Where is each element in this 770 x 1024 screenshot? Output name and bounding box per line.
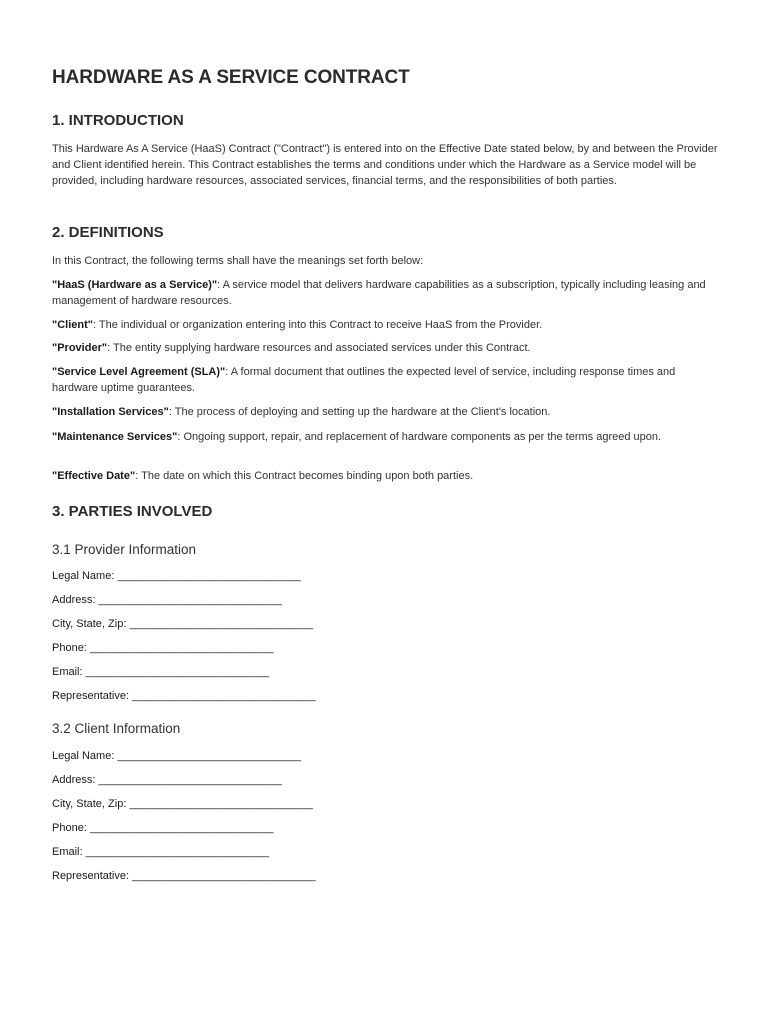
definition-item <box>52 277 720 309</box>
definition-item <box>52 317 720 333</box>
definition-term: "Client" <box>52 319 93 331</box>
definition-item <box>52 340 720 356</box>
provider-representative-field[interactable] <box>52 688 316 704</box>
definition-text: : A formal document that outlines the expected level of service, including response times and hardware uptime guarantees. <box>52 366 676 394</box>
field-blank-line[interactable]: ______________________________ <box>129 798 313 810</box>
field-blank-line[interactable]: ______________________________ <box>85 666 270 678</box>
document-title: HARDWARE AS A SERVICE CONTRACT <box>52 67 410 88</box>
definition-term: "HaaS (Hardware as a Service)" <box>52 279 218 291</box>
field-label: Phone: <box>52 642 87 654</box>
section-heading-definitions: 2. DEFINITIONS <box>52 224 164 241</box>
client-info-heading: 3.2 Client Information <box>52 721 181 736</box>
definition-item <box>52 429 720 445</box>
field-blank-line[interactable]: ______________________________ <box>117 570 301 582</box>
introduction-paragraph: This Hardware As A Service (HaaS) Contract ("Contract") is entered into on the Effective Date stated below, by and between the Provider and Client identified herein. This Contract establishes the terms and conditions under which the Hardware as a Service model will be provided, including hardware resources, associated services, financial terms, and the responsibilities of both parties. <box>52 143 718 187</box>
client-legal-name-field[interactable] <box>52 748 301 764</box>
definition-term: "Effective Date" <box>52 470 136 482</box>
client-email-field[interactable] <box>52 844 269 860</box>
definition-text: : The individual or organization entering into this Contract to receive HaaS from the Provider. <box>93 319 543 331</box>
provider-city-state-zip-field[interactable] <box>52 616 313 632</box>
definition-item <box>52 404 720 420</box>
section-heading-introduction: 1. INTRODUCTION <box>52 112 184 129</box>
field-label: Email: <box>52 846 83 858</box>
field-label: Email: <box>52 666 83 678</box>
definition-item <box>52 364 720 396</box>
field-blank-line[interactable]: ______________________________ <box>85 846 270 858</box>
definition-term: "Maintenance Services" <box>52 431 178 443</box>
field-blank-line[interactable]: ______________________________ <box>89 822 274 834</box>
field-blank-line[interactable]: ______________________________ <box>89 642 274 654</box>
field-label: Address: <box>52 774 96 786</box>
client-address-field[interactable] <box>52 772 282 788</box>
client-representative-field[interactable] <box>52 868 316 884</box>
definition-text: : Ongoing support, repair, and replacement of hardware components as per the terms agreed upon. <box>177 431 662 443</box>
provider-legal-name-field[interactable] <box>52 568 301 584</box>
definition-item <box>52 468 720 484</box>
definition-term: "Service Level Agreement (SLA)" <box>52 366 226 378</box>
client-phone-field[interactable] <box>52 820 273 836</box>
provider-address-field[interactable] <box>52 592 282 608</box>
provider-info-heading: 3.1 Provider Information <box>52 542 197 557</box>
provider-email-field[interactable] <box>52 664 269 680</box>
section-heading-parties: 3. PARTIES INVOLVED <box>52 503 213 520</box>
field-label: Address: <box>52 594 96 606</box>
field-label: Representative: <box>52 870 130 882</box>
field-label: Representative: <box>52 690 130 702</box>
field-label: Phone: <box>52 822 87 834</box>
definition-text: : The date on which this Contract becomes binding upon both parties. <box>135 470 474 482</box>
provider-phone-field[interactable] <box>52 640 273 656</box>
field-label: Legal Name: <box>52 570 115 582</box>
definitions-lead: In this Contract, the following terms shall have the meanings set forth below: <box>52 255 424 267</box>
definition-text: : The process of deploying and setting up the hardware at the Client's location. <box>168 406 551 418</box>
client-city-state-zip-field[interactable] <box>52 796 313 812</box>
field-blank-line[interactable]: ______________________________ <box>98 594 283 606</box>
field-label: City, State, Zip: <box>52 618 127 630</box>
definition-text: : The entity supplying hardware resources and associated services under this Contract. <box>107 342 531 354</box>
field-blank-line[interactable]: ______________________________ <box>117 750 301 762</box>
field-label: City, State, Zip: <box>52 798 127 810</box>
field-label: Legal Name: <box>52 750 115 762</box>
definition-text: : A service model that delivers hardware capabilities as a subscription, typically including leasing and management of hardware resources. <box>52 279 706 307</box>
field-blank-line[interactable]: ______________________________ <box>132 870 316 882</box>
definition-term: "Provider" <box>52 342 108 354</box>
definition-term: "Installation Services" <box>52 406 169 418</box>
field-blank-line[interactable]: ______________________________ <box>98 774 283 786</box>
field-blank-line[interactable]: ______________________________ <box>129 618 313 630</box>
field-blank-line[interactable]: ______________________________ <box>132 690 316 702</box>
